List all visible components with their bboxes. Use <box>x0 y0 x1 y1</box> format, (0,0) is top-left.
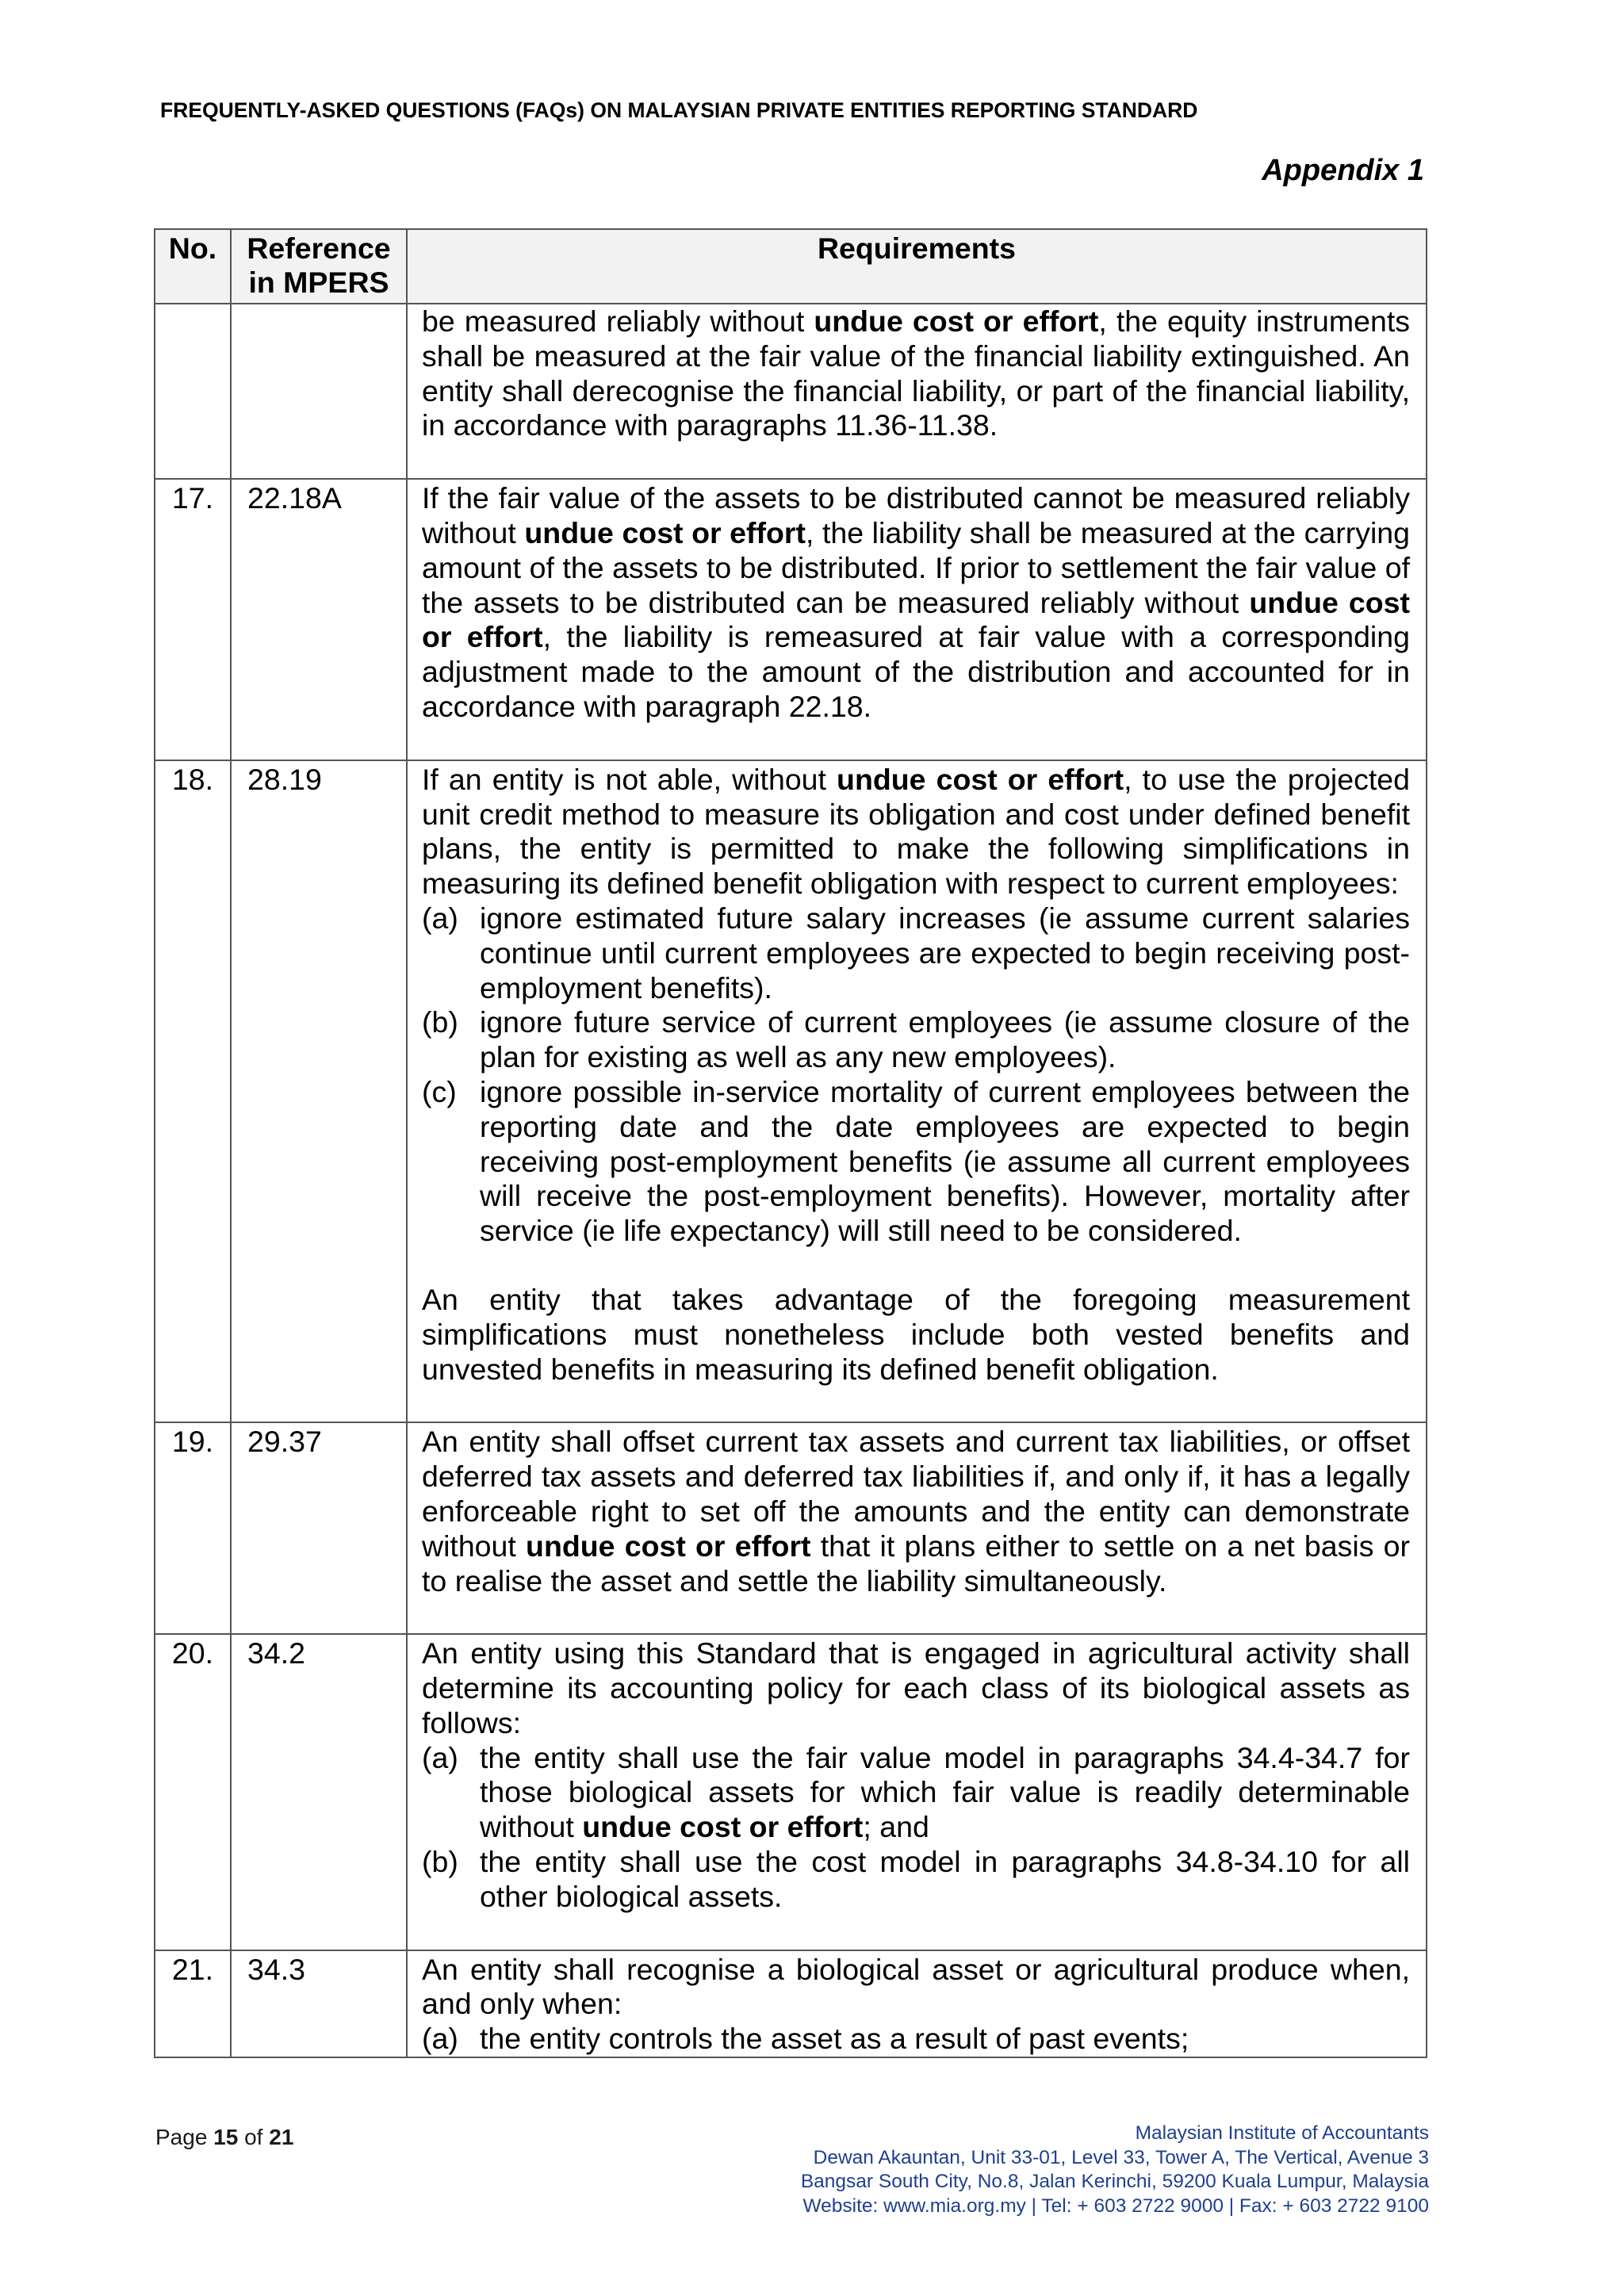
org-address-line1: Dewan Akauntan, Unit 33-01, Level 33, Tower A, The Vertical, Avenue 3 <box>813 2146 1429 2168</box>
requirement-text: be measured reliably without undue cost or effort, the equity instruments shall be measured at the fair value of the financial liability extinguished. An entity shall derecognise the financial liability, or part of the financial liability, in accordance with paragraphs 11.36-11.38. <box>407 304 1427 479</box>
appendix-label: Appendix 1 <box>1262 154 1424 187</box>
row-number: 20. <box>155 1634 231 1950</box>
row-reference: 28.19 <box>231 760 407 1423</box>
org-contact: Website: www.mia.org.my | Tel: + 603 2722 9000 | Fax: + 603 2722 9100 <box>802 2195 1429 2217</box>
table-row <box>155 304 1427 479</box>
row-reference: 34.3 <box>231 1950 407 2057</box>
page-number: Page 15 of 21 <box>155 2125 294 2149</box>
row-reference: 22.18A <box>231 479 407 760</box>
table-row <box>155 1950 1427 2057</box>
requirements-table <box>154 228 1427 2058</box>
closing-paragraph: An entity that takes advantage of the foregoing measurement simplifications must nonetheless include both vested benefits and unvested benefits in measuring its defined benefit obligation. <box>422 1282 1410 1386</box>
list-item: (b) the entity shall use the cost model in paragraphs 34.8-34.10 for all other biological assets. <box>422 1845 1410 1913</box>
requirement-text: An entity shall offset current tax assets and current tax liabilities, or offset deferred tax assets and deferred tax liabilities if, and only if, it has a legally enforceable right to set off the amounts and the entity can demonstrate without undue cost or effort that it plans either to settle on a net basis or to realise the asset and settle the liability simultaneously. <box>407 1422 1427 1634</box>
table-row <box>155 1634 1427 1950</box>
row-number <box>155 304 231 479</box>
header-no: No. <box>155 229 231 304</box>
table-row <box>155 1422 1427 1634</box>
row-number: 17. <box>155 479 231 760</box>
list-item: (a) ignore estimated future salary increases (ie assume current salaries continue until current employees are expected to begin receiving post-employment benefits). <box>422 901 1410 1004</box>
header-requirements: Requirements <box>407 229 1427 304</box>
document-header: FREQUENTLY-ASKED QUESTIONS (FAQs) ON MALAYSIAN PRIVATE ENTITIES REPORTING STANDARD <box>160 98 1198 122</box>
row-number: 18. <box>155 760 231 1423</box>
row-reference: 29.37 <box>231 1422 407 1634</box>
row-number: 19. <box>155 1422 231 1634</box>
row-reference: 34.2 <box>231 1634 407 1950</box>
list-item: (b) ignore future service of current employees (ie assume closure of the plan for existing as well as any new employees). <box>422 1005 1410 1074</box>
org-address-line2: Bangsar South City, No.8, Jalan Kerinchi, 59200 Kuala Lumpur, Malaysia <box>800 2171 1429 2192</box>
requirement-text: If an entity is not able, without undue cost or effort, to use the projected unit credit method to measure its obligation and cost under defined benefit plans, the entity is permitted to make the following simplifications in measuring its defined benefit obligation with respect to current employees: (a) ignore estimated future salary increases (ie assume current salaries continue until current employees are expected to begin receiving post-employment benefits). (b) ignore future service of current employees (ie assume closure of the plan for existing as well as any new employees). (c) ignore possible in-service mortality of current employees between the reporting date and the date employees are expected to begin receiving post-employment benefits (ie assume all current employees will receive the post-employment benefits). However, mortality after service (ie life expectancy) will still need to be considered. An entity that takes advantage of the foregoing measurement simplifications must nonetheless include both vested benefits and unvested benefits in measuring its defined benefit obligation. <box>407 760 1427 1423</box>
requirement-text: An entity shall recognise a biological asset or agricultural produce when, and only when: (a) the entity controls the asset as a result of past events; <box>407 1950 1427 2057</box>
org-name: Malaysian Institute of Accountants <box>1135 2122 1429 2144</box>
header-reference: Reference in MPERS <box>231 229 407 304</box>
row-reference <box>231 304 407 479</box>
table-row <box>155 760 1427 1423</box>
list-item: (c) ignore possible in-service mortality of current employees between the reporting date and the date employees are expected to begin receiving post-employment benefits (ie assume all current employees will receive the post-employment benefits). However, mortality after service (ie life expectancy) will still need to be considered. <box>422 1074 1410 1248</box>
table-row <box>155 479 1427 760</box>
table-header-row <box>155 229 1427 304</box>
requirement-text: If the fair value of the assets to be distributed cannot be measured reliably without undue cost or effort, the liability shall be measured at the carrying amount of the assets to be distributed. If prior to settlement the fair value of the assets to be distributed can be measured reliably without undue cost or effort, the liability is remeasured at fair value with a corresponding adjustment made to the amount of the distribution and accounted for in accordance with paragraph 22.18. <box>407 479 1427 760</box>
list-item: (a) the entity controls the asset as a result of past events; <box>422 2022 1189 2056</box>
requirement-text: An entity using this Standard that is engaged in agricultural activity shall determine its accounting policy for each class of its biological assets as follows: (a) the entity shall use the fair value model in paragraphs 34.4-34.7 for those biological assets for which fair value is readily determinable without undue cost or effort; and (b) the entity shall use the cost model in paragraphs 34.8-34.10 for all other biological assets. <box>407 1634 1427 1950</box>
list-item: (a) the entity shall use the fair value model in paragraphs 34.4-34.7 for those biological assets for which fair value is readily determinable without undue cost or effort; and <box>422 1740 1410 1844</box>
organization-footer <box>801 2122 1429 2218</box>
row-number: 21. <box>155 1950 231 2057</box>
